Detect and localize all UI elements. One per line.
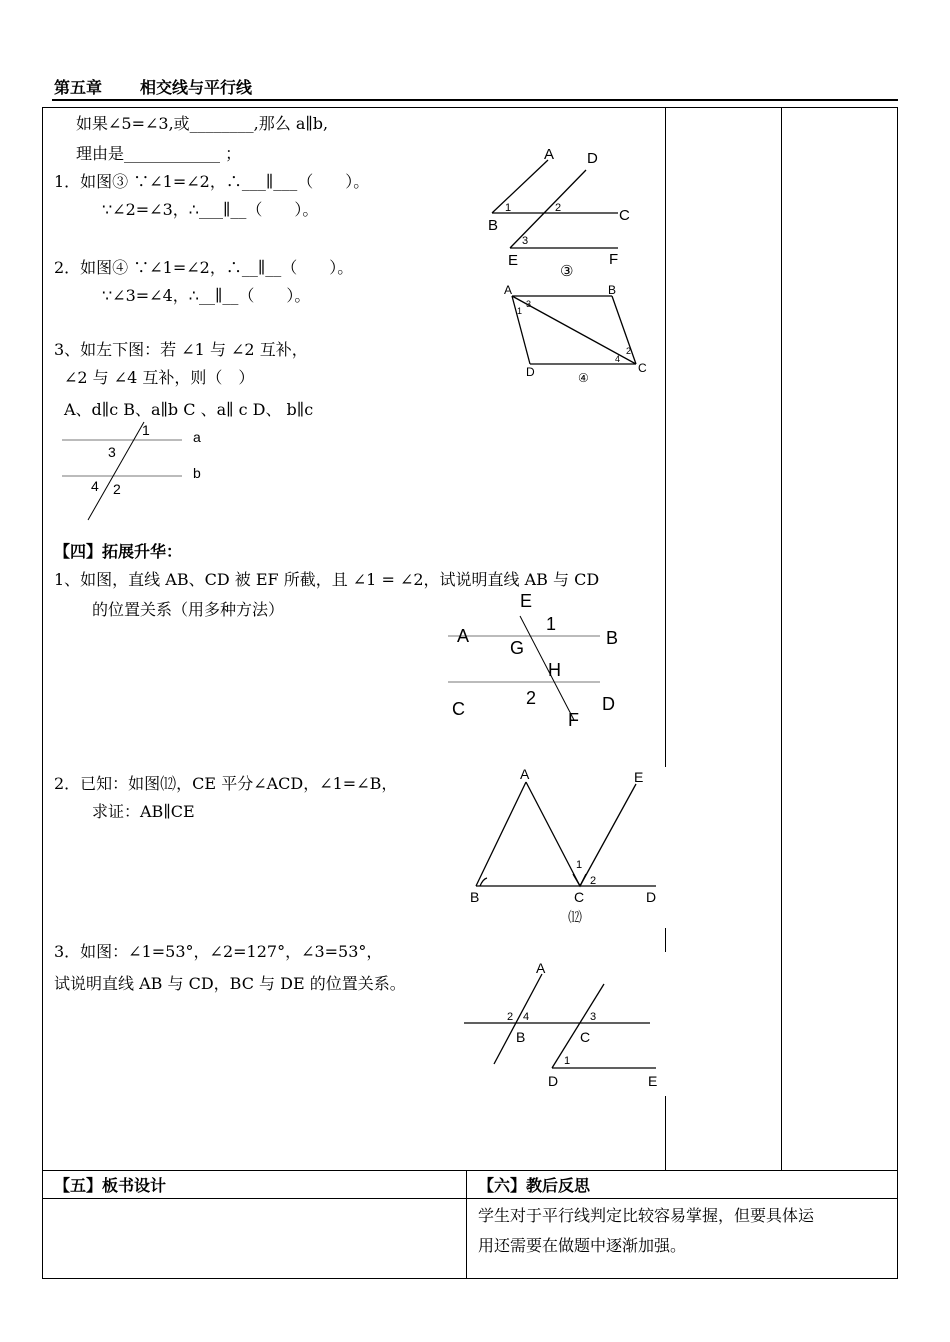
fig3-label-A: A bbox=[544, 146, 555, 163]
fig12-angle-2: 2 bbox=[590, 875, 597, 887]
figE1-label-G: G bbox=[510, 638, 525, 658]
column-divider-1c bbox=[665, 1096, 666, 1170]
figE3-label-B: B bbox=[516, 1029, 526, 1045]
figE3-angle-3: 3 bbox=[590, 1011, 597, 1023]
figL-angle-2: 2 bbox=[113, 481, 121, 497]
extension-2b: 求证：AB∥CE bbox=[92, 802, 195, 821]
fig12-caption: ⑿ bbox=[568, 909, 582, 925]
fig12-label-D: D bbox=[646, 889, 657, 905]
figE3-label-E: E bbox=[648, 1073, 658, 1089]
question-3-options: A、d∥c B、a∥b C 、a∥ c D、 b∥c bbox=[64, 400, 314, 419]
bottom-column-divider bbox=[466, 1170, 467, 1278]
figL-label-b: b bbox=[193, 465, 201, 481]
chapter-label: 第五章 bbox=[54, 78, 103, 97]
fig3-label-E: E bbox=[508, 252, 519, 269]
fig12-label-B: B bbox=[470, 889, 480, 905]
fig3-caption: ③ bbox=[560, 263, 574, 280]
extension-1a: 1、如图，直线 AB、CD 被 EF 所截，且 ∠1 = ∠2，试说明直线 AB 与 CD bbox=[54, 570, 600, 589]
text-line-2: 理由是____________ ； bbox=[76, 144, 242, 163]
figure-lines-ab bbox=[58, 420, 218, 524]
table-border-right bbox=[897, 107, 898, 1279]
figE3-label-C: C bbox=[580, 1029, 591, 1045]
table-border-top bbox=[42, 107, 897, 108]
figE1-label-B: B bbox=[606, 628, 619, 648]
reflection-header: 【六】教后反思 bbox=[478, 1176, 591, 1195]
fig4-label-B: B bbox=[608, 283, 617, 297]
table-header-divider bbox=[42, 1198, 897, 1199]
fig3-label-D: D bbox=[587, 150, 598, 167]
figE3-angle-2: 2 bbox=[507, 1011, 514, 1023]
question-3a: 3、如左下图：若 ∠1 与 ∠2 互补， bbox=[54, 340, 308, 359]
figE1-label-E: E bbox=[520, 591, 533, 611]
fig4-caption: ④ bbox=[578, 371, 589, 385]
fig4-label-C: C bbox=[638, 361, 647, 375]
table-border-bottom bbox=[42, 1278, 897, 1279]
fig4-angle-1: 1 bbox=[517, 306, 523, 316]
fig3-label-B: B bbox=[488, 217, 499, 234]
chapter-title: 相交线与平行线 bbox=[140, 78, 253, 97]
figure-12 bbox=[466, 762, 666, 930]
reflection-line-2: 用还需要在做题中逐渐加强。 bbox=[478, 1236, 687, 1255]
question-2a: 2．如图④ ∵∠1=∠2，∴__∥__（ ）。 bbox=[54, 258, 354, 277]
table-row-divider bbox=[42, 1170, 897, 1171]
figL-angle-3: 3 bbox=[108, 444, 116, 460]
fig4-angle-2: 2 bbox=[626, 346, 632, 356]
extension-3a: 3．如图：∠1=53°，∠2=127°，∠3=53°， bbox=[54, 942, 383, 961]
figE3-label-A: A bbox=[536, 960, 546, 976]
figure-ext-1 bbox=[444, 588, 644, 738]
fig3-angle-1: 1 bbox=[505, 202, 512, 214]
fig3-angle-2: 2 bbox=[555, 202, 562, 214]
question-1a: 1．如图③ ∵∠1=∠2，∴___∥___（ ）。 bbox=[54, 172, 370, 191]
figure-ext-3 bbox=[460, 956, 670, 1096]
question-2b: ∵∠3=∠4，∴__∥__（ ）。 bbox=[102, 286, 311, 305]
figure-3 bbox=[480, 140, 650, 280]
figE3-angle-4: 4 bbox=[523, 1011, 530, 1023]
figE1-label-D: D bbox=[602, 694, 615, 714]
column-divider-2 bbox=[781, 107, 782, 1170]
fig3-angle-3: 3 bbox=[522, 235, 529, 247]
figE3-label-D: D bbox=[548, 1073, 559, 1089]
fig3-label-F: F bbox=[609, 251, 619, 268]
fig4-angle-4: 4 bbox=[615, 354, 621, 364]
figure-4 bbox=[500, 282, 660, 390]
fig12-label-E: E bbox=[634, 769, 644, 785]
figL-angle-4: 4 bbox=[91, 478, 99, 494]
column-divider-1a bbox=[665, 107, 666, 767]
fig12-angle-1: 1 bbox=[576, 859, 583, 871]
column-divider-1b bbox=[665, 928, 666, 952]
figE1-label-F: F bbox=[568, 710, 579, 730]
board-design-header: 【五】板书设计 bbox=[54, 1176, 167, 1195]
extension-title: 【四】拓展升华： bbox=[54, 542, 183, 561]
extension-2a: 2．已知：如图⑿，CE 平分∠ACD，∠1=∠B， bbox=[54, 774, 398, 793]
header-rule bbox=[52, 99, 898, 101]
fig12-label-A: A bbox=[520, 766, 530, 782]
figL-label-a: a bbox=[193, 429, 201, 445]
reflection-line-1: 学生对于平行线判定比较容易掌握，但要具体运 bbox=[478, 1206, 815, 1225]
fig4-angle-3: 3 bbox=[526, 299, 532, 309]
fig4-label-A: A bbox=[504, 283, 513, 297]
text-line-1: 如果∠5=∠3,或________,那么 a∥b, bbox=[76, 114, 329, 133]
table-border-left bbox=[42, 107, 43, 1279]
figL-angle-1: 1 bbox=[142, 422, 150, 438]
question-1b: ∵∠2=∠3，∴___∥__（ ）。 bbox=[102, 200, 319, 219]
figE1-label-C: C bbox=[452, 699, 465, 719]
figE1-angle-2: 2 bbox=[526, 688, 537, 708]
fig4-label-D: D bbox=[526, 365, 535, 379]
figE3-angle-1: 1 bbox=[564, 1055, 571, 1067]
figE1-label-A: A bbox=[457, 626, 470, 646]
extension-3b: 试说明直线 AB 与 CD，BC 与 DE 的位置关系。 bbox=[54, 974, 406, 993]
figE1-angle-1: 1 bbox=[546, 614, 557, 634]
fig3-label-C: C bbox=[619, 207, 630, 224]
figE1-label-H: H bbox=[548, 660, 561, 680]
question-3b: ∠2 与 ∠4 互补，则（ ） bbox=[64, 368, 255, 387]
extension-1b: 的位置关系（用多种方法） bbox=[92, 600, 285, 619]
fig12-label-C: C bbox=[574, 889, 585, 905]
